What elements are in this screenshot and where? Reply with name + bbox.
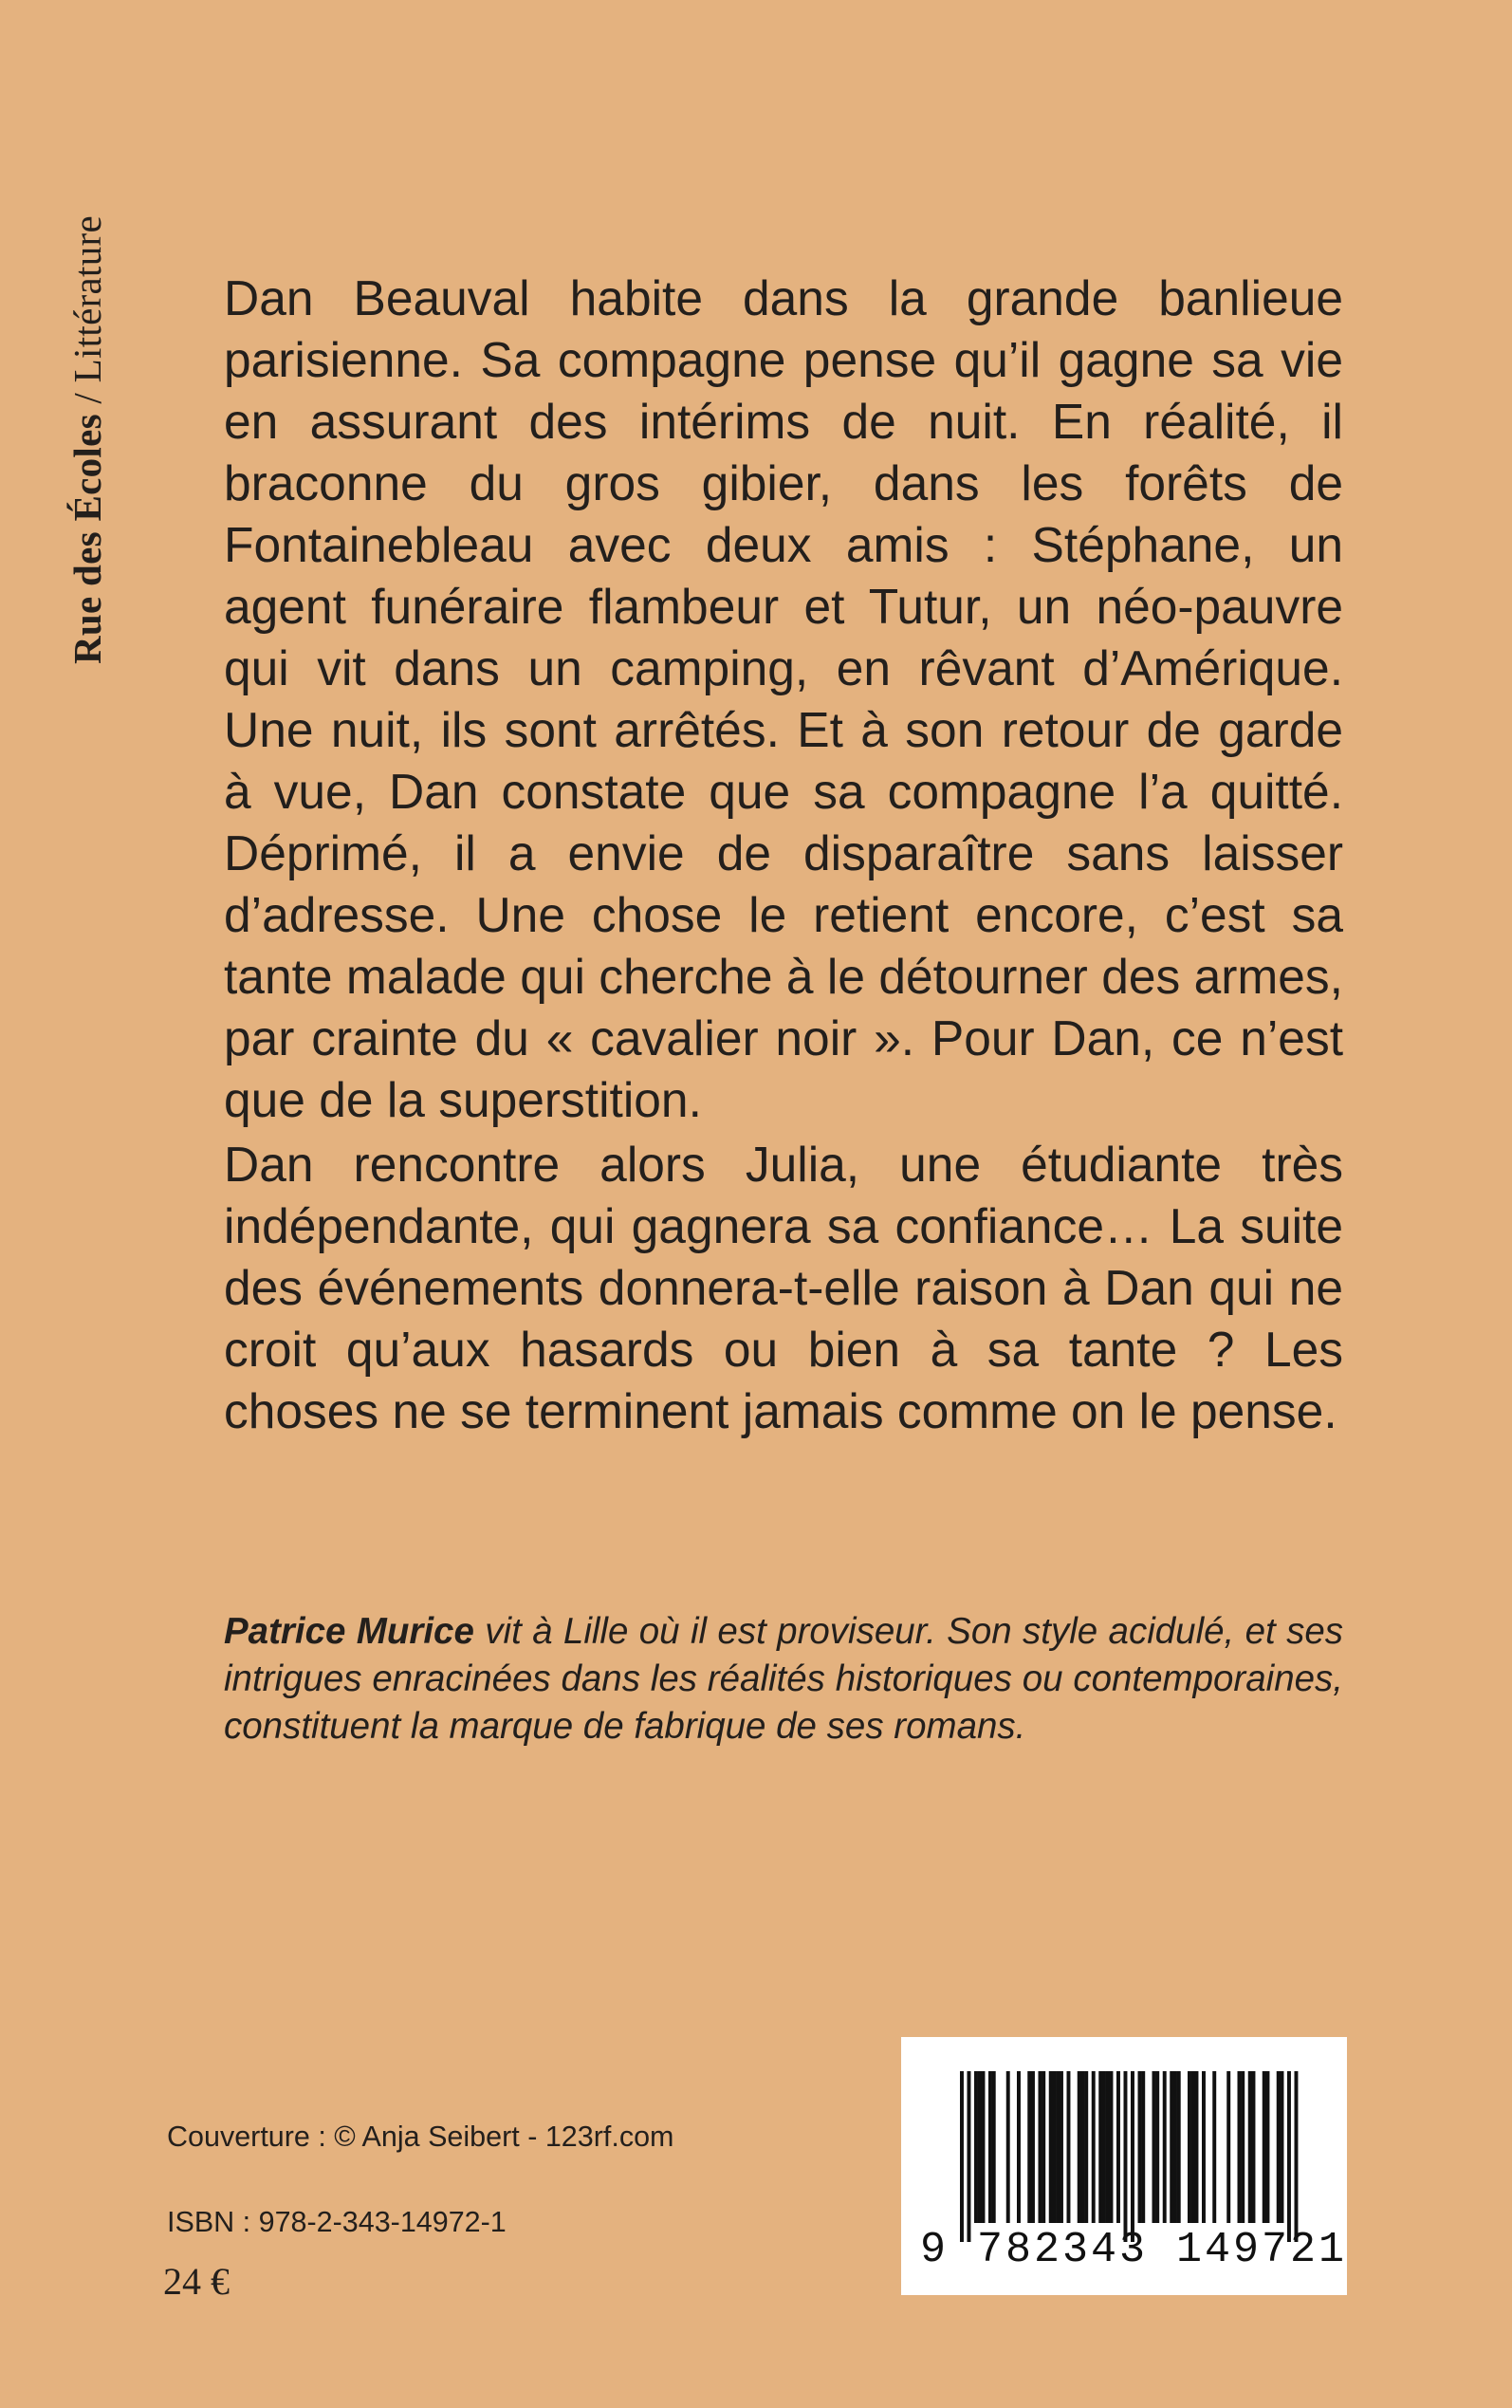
barcode-bar <box>1092 2071 1096 2223</box>
barcode-bar <box>1078 2071 1081 2223</box>
barcode-bar <box>1212 2071 1216 2223</box>
barcode-bar <box>1098 2071 1102 2223</box>
price: 24 € <box>163 2260 230 2303</box>
barcode-bar <box>1152 2071 1156 2223</box>
barcode-bar <box>1138 2071 1142 2223</box>
author-name: Patrice Murice <box>224 1611 474 1652</box>
barcode-bar <box>992 2071 996 2223</box>
barcode-bar <box>1177 2071 1181 2223</box>
barcode-bar <box>974 2071 978 2223</box>
barcode-bar <box>1170 2071 1173 2223</box>
barcode-bar <box>1039 2071 1042 2223</box>
barcode-bar <box>1110 2071 1114 2223</box>
barcode-bar <box>1281 2071 1284 2223</box>
barcode-bar <box>1084 2071 1088 2223</box>
cover-credit: Couverture : © Anja Seibert - 123rf.com <box>167 2121 674 2153</box>
barcode <box>901 2037 1347 2295</box>
barcode-bar <box>988 2071 992 2223</box>
series-separator: / <box>65 382 109 415</box>
barcode-bar <box>1042 2071 1045 2223</box>
barcode-bar <box>1238 2071 1242 2223</box>
barcode-bar <box>1195 2071 1199 2223</box>
barcode-bar <box>1106 2071 1110 2223</box>
barcode-bar <box>1191 2071 1195 2223</box>
barcode-bar <box>1287 2071 1291 2242</box>
barcode-bar <box>1116 2071 1120 2223</box>
barcode-bar <box>960 2071 964 2242</box>
barcode-bar <box>1081 2071 1085 2223</box>
blurb-paragraph-1: Dan Beauval habite dans la grande banlieue parisienne. Sa compagne pense qu’il gagne sa vie en assurant des intérims de nuit. En réalité, il braconne du gros gibier, dans les forêts de Fontainebleau avec deux amis : Stéphane, un agent funéraire flambeur et Tutur, un néo-pauvre qui vit dans un camping, en rêvant d’Amérique. Une nuit, ils sont arrêtés. Et à son retour de garde à vue, Dan constate que sa compagne l’a quitté. Déprimé, il a envie de disparaître sans laisser d’adresse. Une chose le retient encore, c’est sa tante malade qui cherche à le détourner des armes, par crainte du « cavalier noir ». Pour Dan, ce n’est que de la superstition. <box>224 270 1343 1127</box>
author-bio-text: vit à Lille où il est proviseur. Son style acidulé, et ses intrigues enracinées dans les réalités historiques ou contemporaines, constituent la marque de fabrique de ses romans. <box>224 1611 1344 1747</box>
barcode-bar <box>1266 2071 1270 2223</box>
barcode-bar <box>1027 2071 1031 2223</box>
barcode-bar <box>1124 2071 1128 2242</box>
barcode-bar <box>1141 2071 1145 2223</box>
barcode-bar <box>1248 2071 1252 2223</box>
barcode-bar <box>1173 2071 1177 2223</box>
barcode-bar <box>1241 2071 1245 2223</box>
blurb-paragraph-2: Dan rencontre alors Julia, une étudiante très indépendante, qui gagnera sa confiance… La suite des événements donnera-t-elle raison à Dan qui ne croit qu’aux hasards ou bien à sa tante ? Les choses ne se terminent jamais comme on le pense. <box>224 1137 1343 1438</box>
barcode-bar <box>1017 2071 1021 2223</box>
barcode-bar <box>1056 2071 1060 2223</box>
barcode-bar <box>1060 2071 1063 2223</box>
barcode-bar <box>1163 2071 1167 2223</box>
barcode-bar <box>1295 2071 1299 2242</box>
barcode-bar <box>1226 2071 1230 2223</box>
author-bio <box>224 1608 1343 1750</box>
barcode-bar <box>1277 2071 1281 2223</box>
barcode-bar <box>1202 2071 1206 2223</box>
barcode-bar <box>1252 2071 1256 2223</box>
barcode-bar <box>1102 2071 1106 2223</box>
isbn: ISBN : 978-2-343-14972-1 <box>167 2206 507 2238</box>
barcode-bar <box>1155 2071 1159 2223</box>
barcode-bar <box>1053 2071 1057 2223</box>
barcode-bar <box>978 2071 982 2223</box>
barcode-bar <box>1263 2071 1266 2223</box>
barcode-bar <box>1031 2071 1035 2223</box>
barcode-bar <box>1067 2071 1071 2223</box>
category-name: Littérature <box>65 215 109 383</box>
series-name: Rue des Écoles <box>65 414 109 664</box>
barcode-bar <box>1131 2071 1134 2242</box>
barcode-digits: 9 782343 149721 <box>920 2226 1348 2274</box>
barcode-bar <box>1049 2071 1053 2223</box>
barcode-bar <box>1188 2071 1191 2223</box>
barcode-bar <box>982 2071 986 2223</box>
spine-series-label <box>65 215 110 664</box>
barcode-bar <box>968 2071 971 2242</box>
barcode-bar <box>1006 2071 1010 2223</box>
